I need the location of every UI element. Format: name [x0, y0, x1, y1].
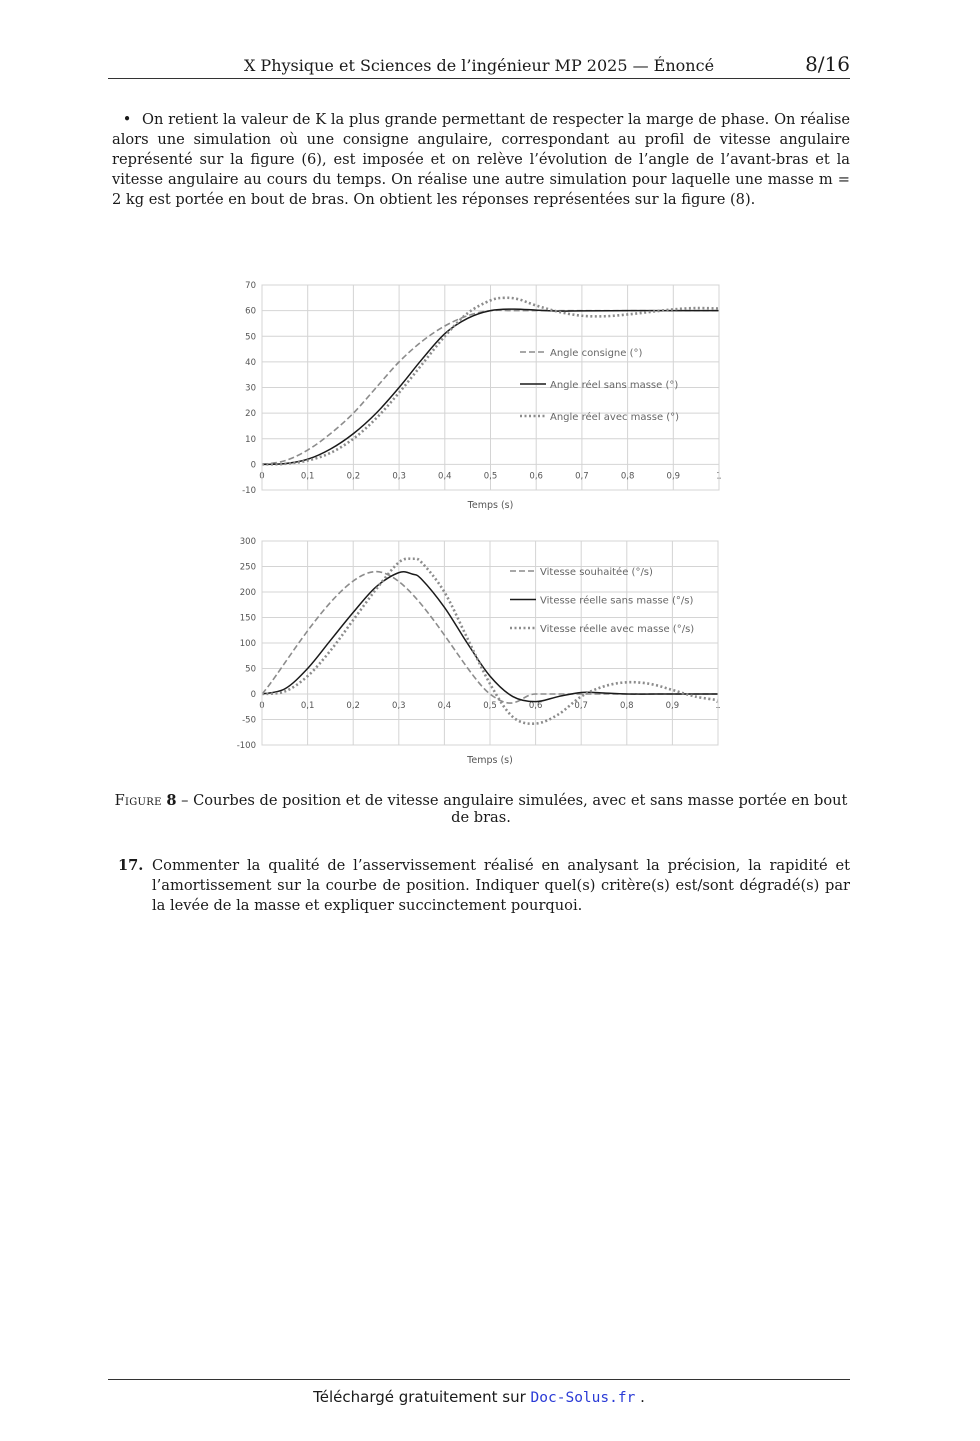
- footer-divider: [108, 1379, 850, 1380]
- chart2-xtick-label: 0,3: [392, 701, 406, 711]
- chart2-xtick-label: 0,4: [437, 701, 452, 711]
- chart1-ytick-label: 30: [245, 383, 256, 394]
- question-number: 17.: [118, 857, 144, 874]
- chart1-ytick-label: 10: [245, 434, 256, 445]
- chart1-ytick-label: 0: [250, 460, 256, 471]
- chart1-xtick-label: 0,7: [575, 471, 589, 482]
- chart1-ytick-label: 40: [245, 357, 256, 368]
- chart2-ytick-label: 250: [239, 562, 256, 573]
- footer-link[interactable]: Doc-Solus.fr: [530, 1390, 636, 1406]
- figure-label: Figure: [114, 792, 162, 809]
- chart1-xtick-label: 0,9: [666, 471, 681, 482]
- chart2-xlabel: Temps (s): [467, 755, 513, 766]
- chart1-ytick-label: -10: [242, 486, 256, 496]
- chart2-ytick-label: 150: [239, 613, 256, 624]
- figure-number: 8: [166, 792, 177, 809]
- angle-chart: [220, 276, 740, 512]
- chart1-xtick-label: 0,6: [529, 471, 543, 482]
- caption-text: – Courbes de position et de vitesse angulaire simulées, avec et sans masse portée en bout de bras.: [181, 792, 848, 826]
- paragraph-text: On retient la valeur de K la plus grande permettant de respecter la marge de phase. On réalise alors une simulation où une consigne angulaire, correspondant au profil de vitesse angulaire représenté sur la figure (6), est imposée et on relève l’évolution de l’angle de l’avant-bras et la vitesse angulaire au cours du temps. On réalise une autre simulation pour laquelle une masse m = 2 kg est portée en bout de bras. On obtient les réponses représentées sur la figure (8).: [112, 111, 850, 208]
- chart1-legend-label-3: Angle réel avec masse (°): [550, 412, 680, 423]
- chart2-xtick-label: 0,5: [483, 701, 497, 711]
- question-17: [118, 856, 850, 916]
- question-text: Commenter la qualité de l’asservissement réalisé en analysant la précision, la rapidité et l’amortissement sur la courbe de position. Indiquer quel(s) critère(s) est/sont dégradé(s) par la levée de la masse et expliquer succinctement pourquoi.: [152, 857, 850, 914]
- chart2-ytick-label: 200: [239, 588, 256, 598]
- chart1-xtick-label: 0: [259, 471, 265, 482]
- chart1-ytick-label: 50: [245, 332, 256, 343]
- chart1-ytick-label: 70: [245, 281, 256, 291]
- chart2-legend-label-3: Vitesse réelle avec masse (°/s): [540, 624, 695, 635]
- angle-chart-svg: [220, 276, 740, 512]
- chart2-xtick-label: 0,9: [665, 701, 680, 711]
- chart2-xtick-label: 0,7: [574, 701, 588, 711]
- chart2-xtick-label: 0,1: [300, 701, 315, 711]
- chart1-xlabel: Temps (s): [467, 500, 514, 511]
- chart2-ytick-label: -50: [242, 715, 256, 726]
- chart1-ytick-label: 60: [245, 306, 256, 317]
- chart1-xtick-label: 0,2: [346, 471, 361, 482]
- chart2-legend-label-2: Vitesse réelle sans masse (°/s): [540, 595, 694, 607]
- page-header: [108, 52, 850, 79]
- page-footer: [108, 1388, 850, 1406]
- chart2-xtick-label: 0,8: [620, 701, 634, 711]
- chart2-ytick-label: 0: [250, 690, 256, 700]
- chart1-ytick-label: 20: [245, 409, 256, 420]
- chart2-ytick-label: -100: [236, 741, 256, 751]
- chart2-xtick-label: 0,6: [528, 701, 543, 711]
- velocity-chart: [220, 532, 740, 768]
- chart2-xtick-label: 1: [715, 701, 721, 711]
- chart1-xtick-label: 0,4: [438, 471, 452, 482]
- chart2-xtick-label: 0,2: [346, 701, 360, 711]
- chart2-legend-label-1: Vitesse souhaitée (°/s): [540, 567, 653, 578]
- header-title: X Physique et Sciences de l’ingénieur MP 2025 — Énoncé: [243, 56, 715, 75]
- chart1-xtick-label: 1: [716, 471, 722, 482]
- chart2-ytick-label: 300: [239, 537, 256, 547]
- footer-prefix: Téléchargé gratuitement sur: [313, 1388, 531, 1406]
- chart2-xtick-label: 0: [259, 701, 265, 711]
- chart2-ytick-label: 50: [245, 664, 256, 675]
- chart1-xtick-label: 0,3: [392, 471, 406, 482]
- velocity-chart-svg: [220, 532, 740, 768]
- chart1-xtick-label: 0,8: [620, 471, 635, 482]
- figure-caption: [112, 792, 850, 826]
- chart2-ytick-label: 100: [239, 639, 256, 649]
- chart1-xtick-label: 0,1: [300, 471, 315, 482]
- intro-paragraph: [112, 110, 850, 210]
- bullet-icon: •: [122, 111, 132, 128]
- page-number: 8/16: [805, 52, 850, 76]
- chart1-xtick-label: 0,5: [483, 471, 498, 482]
- chart1-legend-label-1: Angle consigne (°): [550, 348, 643, 359]
- footer-suffix: .: [635, 1388, 645, 1406]
- chart1-legend-label-2: Angle réel sans masse (°): [550, 380, 679, 391]
